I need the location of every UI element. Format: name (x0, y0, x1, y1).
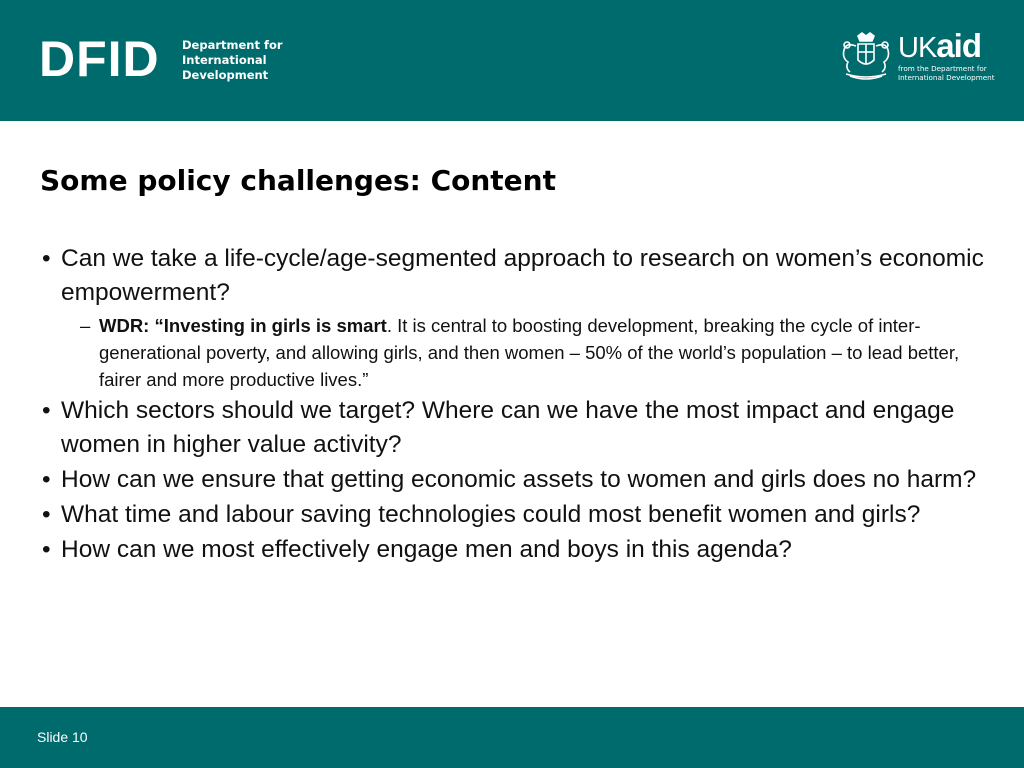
slide-title: Some policy challenges: Content (40, 164, 556, 197)
header-band (0, 0, 1024, 121)
ukaid-subtitle (898, 64, 995, 82)
ukaid-subtitle-line: International Development (898, 73, 995, 82)
footer-band (0, 707, 1024, 768)
ukaid-wordmark (898, 27, 995, 64)
bullet-marker: • (42, 397, 51, 424)
bullet-marker: • (42, 536, 51, 563)
dfid-logo-subtitle (182, 38, 283, 83)
ukaid-uk: UK (898, 32, 937, 64)
bullet-item (40, 498, 990, 532)
dfid-logo: DFID (39, 31, 160, 87)
bullet-item (40, 463, 990, 497)
slide-content (40, 242, 990, 568)
sub-bullet-text: . It is central to boosting development, breaking the cycle of inter-generational poverty, and allowing girls, and then women – 50% of the world’s population – to lead better, fairer and more productive lives.” (99, 315, 960, 390)
sub-bullet-item (80, 312, 979, 393)
dfid-subtitle-line: Development (182, 68, 269, 82)
bullet-text: Which sectors should we target? Where can we have the most impact and engage women in higher value activity? (61, 397, 955, 458)
bullet-marker: • (42, 466, 51, 493)
ukaid-aid: aid (936, 27, 981, 64)
dfid-subtitle-line: International (182, 53, 267, 67)
ukaid-subtitle-line: from the Department for (898, 64, 987, 73)
sub-bullet-marker: – (80, 315, 91, 336)
bullet-marker: • (42, 245, 51, 272)
bullet-text: How can we ensure that getting economic assets to women and girls does no harm? (61, 466, 977, 493)
sub-bullet-bold-text: WDR: “Investing in girls is smart (99, 315, 387, 336)
royal-coat-of-arms-icon (836, 32, 896, 82)
dfid-subtitle-line: Department for (182, 38, 283, 52)
bullet-text: Can we take a life-cycle/age-segmented approach to research on women’s economic empowerment? (61, 245, 984, 306)
bullet-text: How can we most effectively engage men and boys in this agenda? (61, 536, 792, 563)
slide-number: Slide 10 (37, 729, 88, 745)
bullet-item (40, 242, 990, 310)
ukaid-logo (898, 27, 995, 82)
bullet-item (40, 533, 990, 567)
bullet-text: What time and labour saving technologies could most benefit women and girls? (61, 501, 921, 528)
bullet-item (40, 394, 990, 462)
bullet-marker: • (42, 501, 51, 528)
